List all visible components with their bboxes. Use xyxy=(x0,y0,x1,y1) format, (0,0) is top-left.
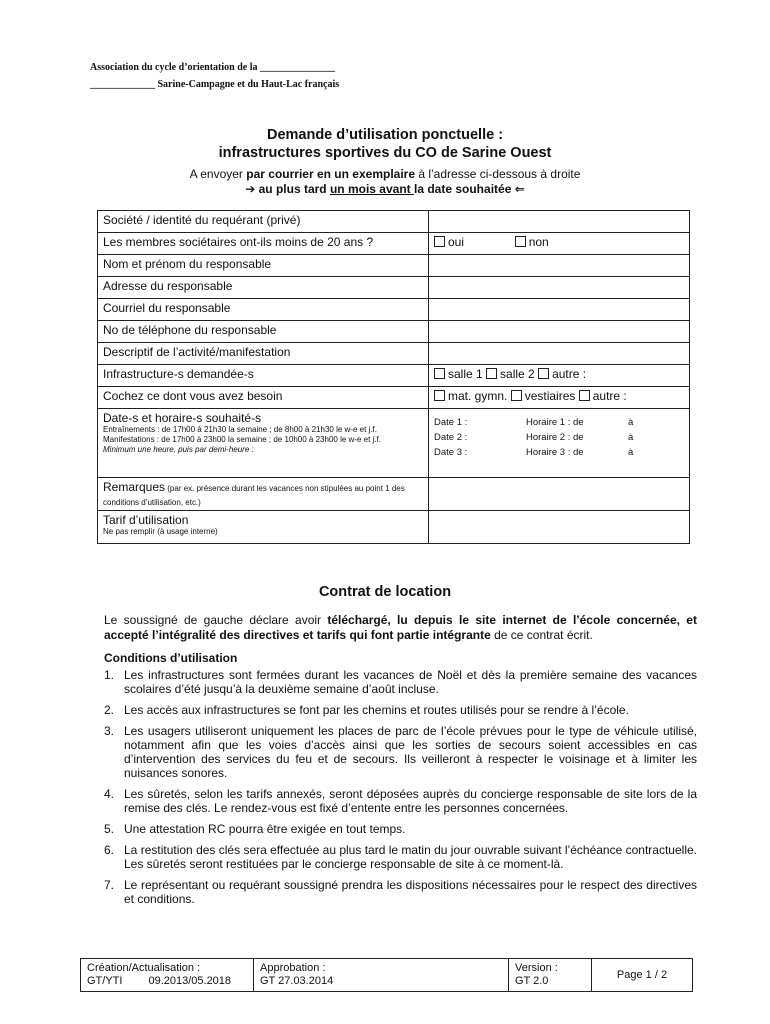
condition-item xyxy=(104,703,697,717)
nom-label: Nom et prénom du responsable xyxy=(98,255,429,277)
condition-number: 7. xyxy=(104,878,115,892)
association-line-1: Association du cycle d’orientation de la _______________ xyxy=(90,62,335,73)
condition-text: Les usagers utiliseront uniquement les places de parc de l’école prévues pour le type de véhicule utilisé, notamment afin que les voies d’accès ainsi que les sorties de secours soient accessibles en cas d’intervention des services du feu et de secours. Ils veilleront à respecter le voisinage et à limiter les nuisances sonores. xyxy=(124,724,697,780)
deadline-pre: au plus tard xyxy=(255,182,330,196)
condition-text: Les infrastructures sont fermées durant les vacances de Noël et dès la première semaine des vacances scolaires d’été jusqu’à la deuxième semaine d’août incluse. xyxy=(124,668,697,696)
dates-label: Date-s et horaire-s souhaité-s xyxy=(103,411,262,425)
a-3-label: à xyxy=(628,447,634,458)
contrat-intro xyxy=(104,613,697,643)
remarques-label: Remarques xyxy=(103,480,166,494)
descriptif-label: Descriptif de l’activité/manifestation xyxy=(98,343,429,365)
intro-bold: téléchargé, lu depuis le site internet de l’école concernée, et accepté l’intégralité des directives et tarifs qui font partie intégrante xyxy=(104,613,697,642)
condition-item xyxy=(104,878,697,906)
vestiaires-checkbox[interactable] xyxy=(511,390,522,401)
page-title-line-1: Demande d’utilisation ponctuelle : xyxy=(266,127,504,143)
nom-field[interactable] xyxy=(429,255,690,277)
mat-gymn-label: mat. gymn. xyxy=(448,389,508,403)
date-3-label: Date 3 : xyxy=(434,447,468,458)
condition-number: 5. xyxy=(104,822,115,836)
tarif-label: Tarif d’utilisation xyxy=(103,513,189,527)
condition-item xyxy=(104,843,697,871)
form-row-membres xyxy=(98,233,690,255)
version-value: GT 2.0 xyxy=(515,975,549,987)
salle1-label: salle 1 xyxy=(448,367,483,381)
oui-checkbox[interactable] xyxy=(434,236,445,247)
footer-creation xyxy=(81,959,254,992)
horaire-1-label: Horaire 1 : de xyxy=(526,417,584,428)
sending-post: à l’adresse ci-dessous à droite xyxy=(415,167,581,181)
approbation-value: GT 27.03.2014 xyxy=(260,975,334,987)
condition-text: Les sûretés, selon les tarifs annexés, seront déposées auprès du concierge responsable de site lors de la remise des clés. Le rendez-vous est fixé d’entente entre les personnes concernées. xyxy=(124,787,697,815)
condition-number: 3. xyxy=(104,724,115,738)
condition-text: Une attestation RC pourra être exigée en tout temps. xyxy=(124,822,406,836)
condition-text: Les accès aux infrastructures se font par les chemins et routes utilisés pour se rendre à l’école. xyxy=(124,703,629,717)
sending-bold: par courrier en un exemplaire xyxy=(246,167,415,181)
deadline-instructions xyxy=(0,182,770,196)
conditions-title: Conditions d’utilisation xyxy=(104,651,238,665)
tarif-label-cell xyxy=(98,511,429,544)
manifestations-note: Manifestations : de 17h00 à 23h00 la semaine ; de 10h00 à 23h00 le w-e et j.f. xyxy=(103,435,381,444)
condition-number: 4. xyxy=(104,787,115,801)
adresse-field[interactable] xyxy=(429,277,690,299)
courriel-label: Courriel du responsable xyxy=(98,299,429,321)
courriel-field[interactable] xyxy=(429,299,690,321)
remarques-field[interactable] xyxy=(429,478,690,511)
autre-infra-label: autre : xyxy=(552,367,587,381)
salle1-checkbox[interactable] xyxy=(434,368,445,379)
besoins-options xyxy=(429,387,690,409)
footer-version xyxy=(509,959,592,992)
minimum-note xyxy=(103,445,423,455)
condition-text: Le représentant ou requérant soussigné prendra les dispositions nécessaires pour le respect des directives et conditions. xyxy=(124,878,697,906)
autre-besoin-checkbox[interactable] xyxy=(579,390,590,401)
form-row-adresse xyxy=(98,277,690,299)
date-row xyxy=(434,430,684,445)
form-row-infrastructures xyxy=(98,365,690,387)
creation-values xyxy=(87,975,247,988)
date-row xyxy=(434,445,684,460)
condition-number: 2. xyxy=(104,703,115,717)
cochez-label: Cochez ce dont vous avez besoin xyxy=(98,387,429,409)
societe-field[interactable] xyxy=(429,211,690,233)
date-row xyxy=(434,415,684,430)
remarques-label-cell xyxy=(98,478,429,511)
horaire-2-label: Horaire 2 : de xyxy=(526,432,584,443)
footer-approbation xyxy=(254,959,509,992)
approbation-label: Approbation : xyxy=(260,962,326,974)
infra-options xyxy=(429,365,690,387)
creation-dates: 09.2013/05.2018 xyxy=(148,975,232,987)
entrainements-note: Entraînements : de 17h00 à 21h30 la semaine ; de 8h00 à 21h30 le w-e et j.f. xyxy=(103,425,377,434)
page-title-line-2: infrastructures sportives du CO de Sarine Ouest xyxy=(218,145,552,161)
membres-label: Les membres sociétaires ont-ils moins de 20 ans ? xyxy=(98,233,429,255)
arrow-right-icon: ➔ xyxy=(245,182,256,196)
minimum-text: Minimum une heure, puis par demi-heure : xyxy=(103,445,254,454)
descriptif-field[interactable] xyxy=(429,343,690,365)
condition-item xyxy=(104,822,697,836)
salle2-label: salle 2 xyxy=(500,367,535,381)
condition-item xyxy=(104,724,697,780)
horaire-3-label: Horaire 3 : de xyxy=(526,447,584,458)
vestiaires-label: vestiaires xyxy=(524,389,576,403)
tarif-field xyxy=(429,511,690,544)
condition-number: 6. xyxy=(104,843,115,857)
date-2-label: Date 2 : xyxy=(434,432,468,443)
version-label: Version : xyxy=(515,962,558,974)
societe-label: Société / identité du requérant (privé) xyxy=(98,211,429,233)
deadline-post: la date souhaitée xyxy=(414,182,515,196)
condition-number: 1. xyxy=(104,668,115,682)
footer-table xyxy=(80,958,693,992)
tarif-note: Ne pas remplir (à usage interne) xyxy=(103,527,218,536)
form-row-descriptif xyxy=(98,343,690,365)
condition-item xyxy=(104,787,697,815)
dates-label-cell xyxy=(98,409,429,478)
adresse-label: Adresse du responsable xyxy=(98,277,429,299)
dates-fields[interactable] xyxy=(429,409,690,478)
membres-options xyxy=(429,233,690,255)
form-row-courriel xyxy=(98,299,690,321)
salle2-checkbox[interactable] xyxy=(486,368,497,379)
form-row-dates xyxy=(98,409,690,478)
contrat-title: Contrat de location xyxy=(318,584,452,600)
form-row-remarques xyxy=(98,478,690,511)
date-1-label: Date 1 : xyxy=(434,417,468,428)
page-number: Page 1 / 2 xyxy=(592,959,693,992)
oui-label: oui xyxy=(448,235,465,249)
sending-pre: A envoyer xyxy=(189,167,247,181)
autre-besoin-label: autre : xyxy=(592,389,627,403)
infra-label: Infrastructure-s demandée-s xyxy=(98,365,429,387)
conditions-list xyxy=(104,668,697,913)
a-2-label: à xyxy=(628,432,634,443)
association-line-2: _____________ Sarine-Campagne et du Haut-Lac français xyxy=(90,79,340,90)
form-row-besoins xyxy=(98,387,690,409)
form-row-societe xyxy=(98,211,690,233)
telephone-field[interactable] xyxy=(429,321,690,343)
request-form-table xyxy=(97,210,690,544)
non-label: non xyxy=(528,235,549,249)
intro-pre: Le soussigné de gauche déclare avoir xyxy=(104,613,328,627)
telephone-label: No de téléphone du responsable xyxy=(98,321,429,343)
form-row-tarif xyxy=(98,511,690,544)
arrow-left-icon: ⇐ xyxy=(514,182,525,196)
condition-text: La restitution des clés sera effectuée au plus tard le matin du jour ouvrable suivant l’échéance contractuelle. Les sûretés seront restituées par le concierge responsable de site à ce moment-là. xyxy=(124,843,697,871)
deadline-underlined: un mois avant xyxy=(329,182,414,196)
remarques-note: (par ex. présence durant les vacances non stipulées au point 1 des conditions d’utilisation, etc.) xyxy=(103,484,405,507)
mat-gymn-checkbox[interactable] xyxy=(434,390,445,401)
sending-instructions xyxy=(0,167,770,181)
autre-infra-checkbox[interactable] xyxy=(538,368,549,379)
form-row-telephone xyxy=(98,321,690,343)
a-1-label: à xyxy=(628,417,634,428)
form-row-nom xyxy=(98,255,690,277)
creation-by: GT/YTI xyxy=(87,975,123,987)
creation-label: Création/Actualisation : xyxy=(87,962,201,974)
non-checkbox[interactable] xyxy=(515,236,526,247)
intro-post: de ce contrat écrit. xyxy=(490,628,593,642)
condition-item xyxy=(104,668,697,696)
